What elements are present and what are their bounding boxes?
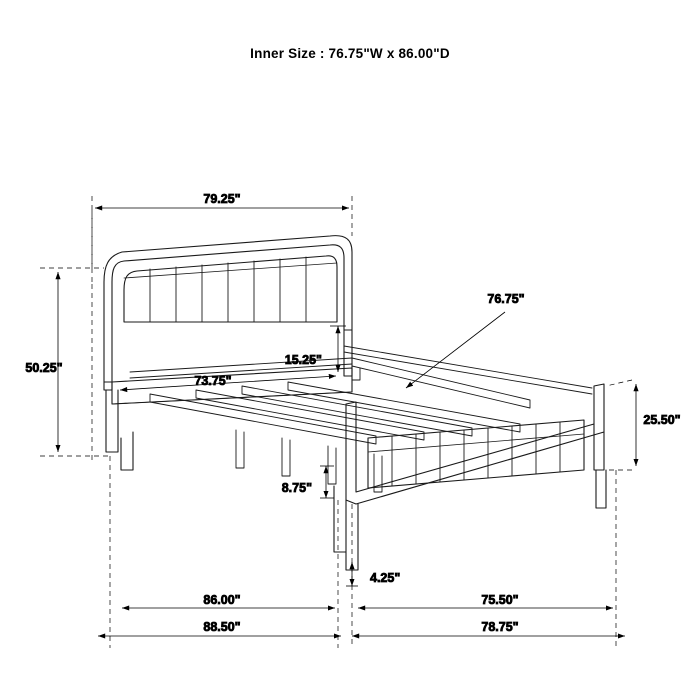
footboard-panel-seam xyxy=(368,434,584,452)
dim-label-75-50: 75.50" xyxy=(481,593,519,607)
dim-label-25-50: 25.50" xyxy=(643,413,681,427)
headboard-upholstered-panel xyxy=(124,256,337,322)
footboard-left-leg-inner xyxy=(334,486,346,552)
dim-label-4-25: 4.25" xyxy=(370,571,401,585)
extension-lines xyxy=(40,196,632,648)
dim-label-76-75: 76.75" xyxy=(487,292,525,306)
footboard-right-leg xyxy=(596,470,606,508)
dim-label-50-25: 50.25" xyxy=(25,361,63,375)
footboard-panel-divider-lines xyxy=(392,422,560,486)
dim-label-88-50: 88.50" xyxy=(203,620,241,634)
dim-8-75 xyxy=(320,466,334,498)
headboard-panel-top-seam xyxy=(124,263,337,278)
footboard-right-post xyxy=(594,424,604,470)
dim-label-86-00: 86.00" xyxy=(203,593,241,607)
dim-label-15-25: 15.25" xyxy=(284,353,322,367)
footboard-upholstered-panel xyxy=(368,420,584,488)
footboard-outer-frame xyxy=(346,384,604,504)
dim-label-8-75: 8.75" xyxy=(281,481,312,495)
platform-slat-system xyxy=(130,346,592,492)
dim-label-79-25: 79.25" xyxy=(203,192,241,206)
dim-label-73-75: 73.75" xyxy=(194,374,232,388)
center-support-post xyxy=(352,366,360,380)
bed-drawing xyxy=(104,236,606,570)
dim-label-78-75: 78.75" xyxy=(481,620,519,634)
headboard-base-block xyxy=(104,382,112,390)
side-rail-near xyxy=(112,368,352,404)
headboard-left-leg-inner xyxy=(121,432,133,470)
page-title: Inner Size : 76.75"W x 86.00"D xyxy=(250,46,450,61)
side-rail-near-bottom-edge xyxy=(112,392,352,404)
dim-4-25 xyxy=(346,562,358,586)
